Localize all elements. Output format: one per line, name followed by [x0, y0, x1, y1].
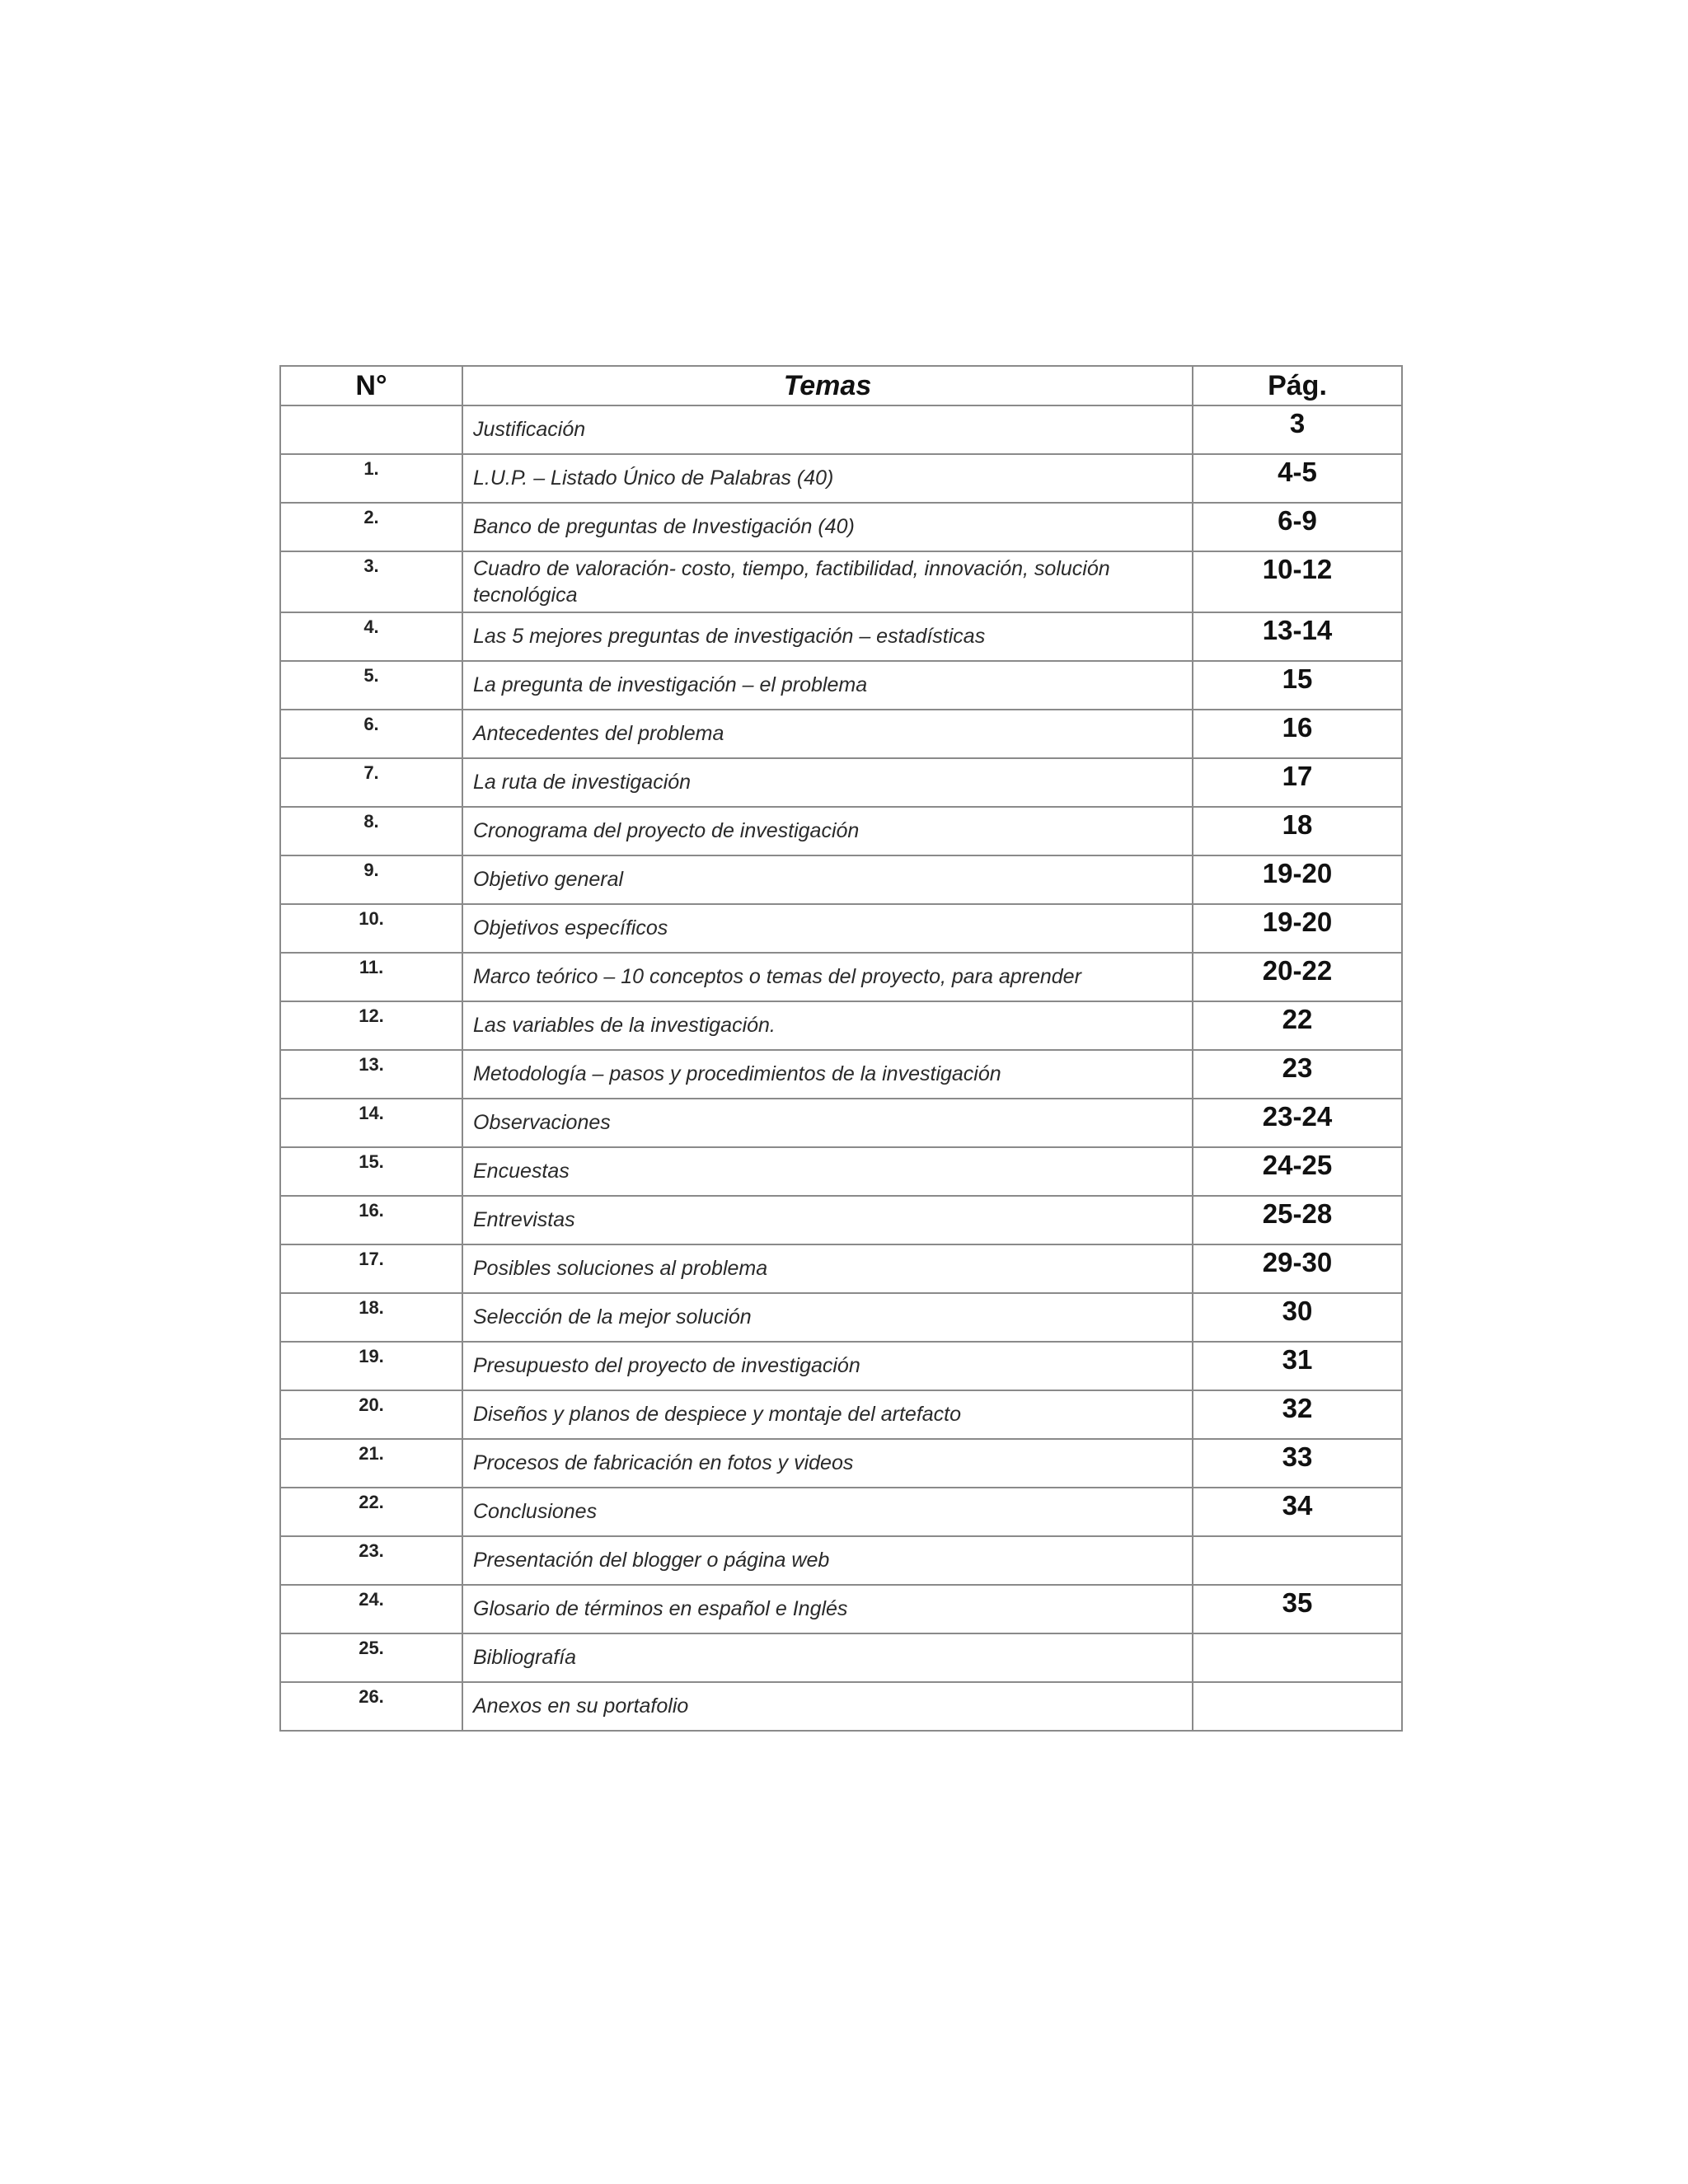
row-topic: Procesos de fabricación en fotos y videos [462, 1439, 1193, 1488]
table-row [280, 454, 1402, 503]
row-number: 3. [280, 551, 462, 612]
row-number: 15. [280, 1147, 462, 1196]
row-page [1193, 1536, 1402, 1585]
table-row [280, 1001, 1402, 1050]
row-page: 29-30 [1193, 1244, 1402, 1293]
row-page: 17 [1193, 758, 1402, 807]
row-topic: Cronograma del proyecto de investigación [462, 807, 1193, 855]
table-row [280, 1585, 1402, 1633]
row-page: 22 [1193, 1001, 1402, 1050]
row-topic: Observaciones [462, 1099, 1193, 1147]
table-row [280, 904, 1402, 953]
row-topic: Glosario de términos en español e Inglés [462, 1585, 1193, 1633]
row-page [1193, 1682, 1402, 1731]
row-number: 19. [280, 1342, 462, 1390]
row-page: 24-25 [1193, 1147, 1402, 1196]
row-number: 10. [280, 904, 462, 953]
row-number: 26. [280, 1682, 462, 1731]
table-row [280, 1633, 1402, 1682]
table-row [280, 1293, 1402, 1342]
row-page: 35 [1193, 1585, 1402, 1633]
row-topic: Diseños y planos de despiece y montaje del artefacto [462, 1390, 1193, 1439]
row-page: 3 [1193, 405, 1402, 454]
header-number: N° [280, 366, 462, 405]
table-of-contents [279, 365, 1403, 1732]
table-row [280, 953, 1402, 1001]
row-number: 16. [280, 1196, 462, 1244]
table-row [280, 1196, 1402, 1244]
row-topic: La ruta de investigación [462, 758, 1193, 807]
table-row [280, 405, 1402, 454]
row-number: 24. [280, 1585, 462, 1633]
row-topic: Objetivo general [462, 855, 1193, 904]
row-number: 11. [280, 953, 462, 1001]
table-row [280, 1390, 1402, 1439]
table-row [280, 1099, 1402, 1147]
row-topic: Encuestas [462, 1147, 1193, 1196]
row-topic: Cuadro de valoración- costo, tiempo, factibilidad, innovación, solución tecnológica [462, 551, 1193, 612]
row-topic: Metodología – pasos y procedimientos de la investigación [462, 1050, 1193, 1099]
row-number: 12. [280, 1001, 462, 1050]
row-number: 9. [280, 855, 462, 904]
table-row [280, 503, 1402, 551]
row-page: 32 [1193, 1390, 1402, 1439]
row-topic: Marco teórico – 10 conceptos o temas del proyecto, para aprender [462, 953, 1193, 1001]
row-topic: Las variables de la investigación. [462, 1001, 1193, 1050]
row-number: 23. [280, 1536, 462, 1585]
row-page: 15 [1193, 661, 1402, 710]
row-page: 33 [1193, 1439, 1402, 1488]
header-topics: Temas [462, 366, 1193, 405]
row-page: 19-20 [1193, 855, 1402, 904]
row-page: 4-5 [1193, 454, 1402, 503]
row-number: 5. [280, 661, 462, 710]
row-number: 2. [280, 503, 462, 551]
row-topic: Banco de preguntas de Investigación (40) [462, 503, 1193, 551]
row-number [280, 405, 462, 454]
row-number: 1. [280, 454, 462, 503]
row-number: 6. [280, 710, 462, 758]
table-row [280, 758, 1402, 807]
row-topic: Antecedentes del problema [462, 710, 1193, 758]
table-row [280, 1488, 1402, 1536]
row-page: 34 [1193, 1488, 1402, 1536]
row-number: 21. [280, 1439, 462, 1488]
table-row [280, 1050, 1402, 1099]
header-row [280, 366, 1402, 405]
row-topic: Selección de la mejor solución [462, 1293, 1193, 1342]
table-row [280, 807, 1402, 855]
row-page: 20-22 [1193, 953, 1402, 1001]
row-topic: La pregunta de investigación – el problema [462, 661, 1193, 710]
row-topic: Conclusiones [462, 1488, 1193, 1536]
table-row [280, 612, 1402, 661]
row-page: 25-28 [1193, 1196, 1402, 1244]
row-number: 8. [280, 807, 462, 855]
row-topic: Bibliografía [462, 1633, 1193, 1682]
header-page: Pág. [1193, 366, 1402, 405]
row-topic: L.U.P. – Listado Único de Palabras (40) [462, 454, 1193, 503]
table-row [280, 1244, 1402, 1293]
row-page: 13-14 [1193, 612, 1402, 661]
row-number: 13. [280, 1050, 462, 1099]
table-row [280, 1147, 1402, 1196]
row-topic: Las 5 mejores preguntas de investigación – estadísticas [462, 612, 1193, 661]
table-row [280, 1682, 1402, 1731]
table-row [280, 1342, 1402, 1390]
row-number: 20. [280, 1390, 462, 1439]
table-row [280, 661, 1402, 710]
row-topic: Posibles soluciones al problema [462, 1244, 1193, 1293]
row-page: 6-9 [1193, 503, 1402, 551]
table-row [280, 710, 1402, 758]
row-topic: Objetivos específicos [462, 904, 1193, 953]
table-row [280, 551, 1402, 612]
row-page: 16 [1193, 710, 1402, 758]
row-topic: Anexos en su portafolio [462, 1682, 1193, 1731]
row-number: 25. [280, 1633, 462, 1682]
row-page: 10-12 [1193, 551, 1402, 612]
row-topic: Entrevistas [462, 1196, 1193, 1244]
row-number: 14. [280, 1099, 462, 1147]
table-row [280, 855, 1402, 904]
row-page: 23 [1193, 1050, 1402, 1099]
row-number: 22. [280, 1488, 462, 1536]
table-row [280, 1439, 1402, 1488]
row-page: 19-20 [1193, 904, 1402, 953]
row-number: 17. [280, 1244, 462, 1293]
row-page: 23-24 [1193, 1099, 1402, 1147]
row-number: 18. [280, 1293, 462, 1342]
row-number: 7. [280, 758, 462, 807]
row-topic: Justificación [462, 405, 1193, 454]
row-page: 18 [1193, 807, 1402, 855]
row-page [1193, 1633, 1402, 1682]
row-page: 30 [1193, 1293, 1402, 1342]
row-topic: Presentación del blogger o página web [462, 1536, 1193, 1585]
table-row [280, 1536, 1402, 1585]
row-number: 4. [280, 612, 462, 661]
row-topic: Presupuesto del proyecto de investigación [462, 1342, 1193, 1390]
row-page: 31 [1193, 1342, 1402, 1390]
